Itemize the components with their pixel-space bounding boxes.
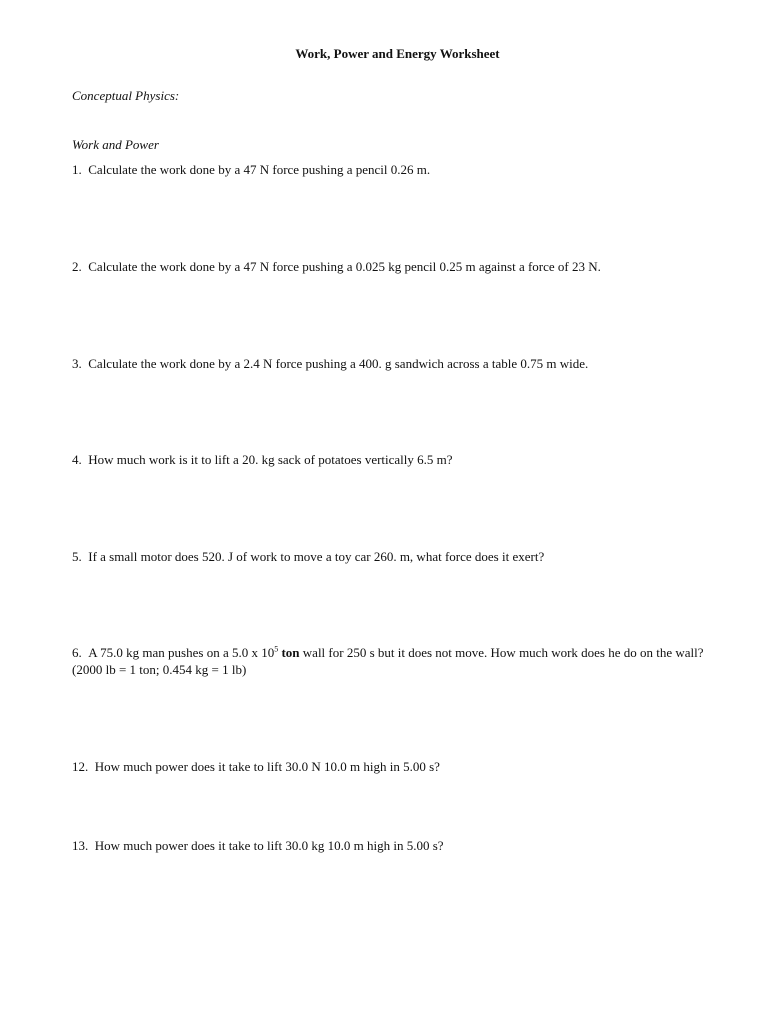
- question-4: [72, 451, 722, 468]
- question-6: [72, 644, 722, 678]
- question-number: 12.: [72, 759, 89, 774]
- question-number: 3.: [72, 356, 82, 371]
- question-5: [72, 548, 722, 565]
- bold-unit: ton: [281, 645, 300, 660]
- question-text: How much work is it to lift a 20. kg sack of potatoes vertically 6.5 m?: [88, 452, 453, 467]
- question-number: 4.: [72, 452, 82, 467]
- question-text: If a small motor does 520. J of work to move a toy car 260. m, what force does it exert?: [88, 549, 545, 564]
- question-text: Calculate the work done by a 47 N force pushing a pencil 0.26 m.: [88, 162, 431, 177]
- question-3: [72, 355, 722, 372]
- question-number: 5.: [72, 549, 82, 564]
- question-number: 1.: [72, 162, 82, 177]
- question-text: How much power does it take to lift 30.0 N 10.0 m high in 5.00 s?: [94, 759, 440, 774]
- question-text-part2: wall for 250 s but it does not move. How much work does he do on the wall? (2000 lb = 1 ton; 0.454 kg = 1 lb): [72, 645, 704, 677]
- question-text: Calculate the work done by a 2.4 N force pushing a 400. g sandwich across a table 0.75 m wide.: [88, 356, 589, 371]
- question-number: 6.: [72, 645, 82, 660]
- question-number: 13.: [72, 838, 89, 853]
- question-2: [72, 258, 722, 275]
- question-12: [72, 758, 722, 775]
- exponent: 5: [274, 644, 279, 654]
- course-label: Conceptual Physics:: [72, 88, 180, 103]
- question-text: Calculate the work done by a 47 N force pushing a 0.025 kg pencil 0.25 m against a force of 23 N.: [88, 259, 601, 274]
- question-text: How much power does it take to lift 30.0 kg 10.0 m high in 5.00 s?: [94, 838, 444, 853]
- section-heading: Work and Power: [72, 137, 159, 152]
- question-number: 2.: [72, 259, 82, 274]
- question-13: [72, 837, 722, 854]
- question-1: [72, 161, 722, 178]
- question-text-part1: A 75.0 kg man pushes on a 5.0 x 10: [88, 645, 275, 660]
- worksheet-title: Work, Power and Energy Worksheet: [295, 46, 500, 61]
